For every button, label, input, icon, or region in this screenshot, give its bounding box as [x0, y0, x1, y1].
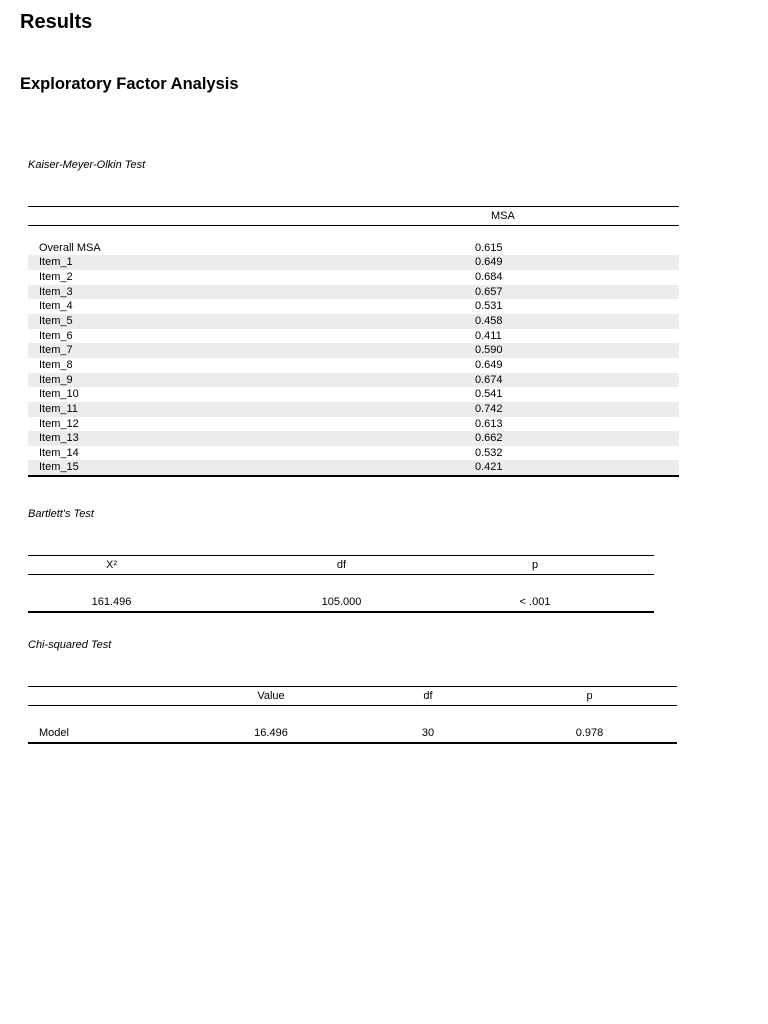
bartlett-header-df: df [237, 556, 446, 575]
kmo-item-name: Item_14 [39, 446, 79, 459]
kmo-item-msa: 0.684 [475, 270, 503, 283]
kmo-item-msa: 0.411 [475, 329, 502, 342]
kmo-item-msa: 0.590 [435, 343, 679, 358]
bartlett-caption: Bartlett's Test [28, 508, 94, 520]
chisq-df: 30 [354, 724, 502, 743]
chisq-header-p: p [502, 687, 677, 706]
kmo-table [28, 206, 679, 477]
table-row [28, 431, 679, 446]
kmo-item-msa: 0.613 [475, 417, 503, 430]
chisq-header-df: df [354, 687, 502, 706]
kmo-item-name: Item_5 [28, 314, 435, 329]
kmo-header-msa: MSA [435, 207, 679, 226]
table-row [28, 446, 679, 461]
kmo-item-name: Item_2 [39, 270, 73, 283]
chisq-p: 0.978 [502, 724, 677, 743]
kmo-item-name: Item_4 [39, 300, 73, 313]
bartlett-chi2-value: 161.496 [28, 593, 237, 612]
kmo-item-name: Item_6 [39, 329, 73, 342]
table-row [28, 460, 679, 476]
kmo-item-msa: 0.662 [435, 431, 679, 446]
kmo-header-name [28, 207, 435, 226]
table-row [28, 314, 679, 329]
chisq-table [28, 686, 677, 744]
table-row [28, 255, 679, 270]
kmo-item-name: Item_7 [28, 343, 435, 358]
bartlett-p-value: < .001 [446, 593, 654, 612]
table-row [28, 343, 679, 358]
table-row [28, 402, 679, 417]
bartlett-df-value: 105.000 [237, 593, 446, 612]
kmo-item-name: Item_11 [28, 402, 435, 417]
kmo-caption: Kaiser-Meyer-Olkin Test [28, 159, 146, 171]
table-row [28, 417, 679, 432]
table-row [28, 299, 679, 314]
kmo-item-msa: 0.615 [475, 241, 503, 254]
kmo-item-msa: 0.421 [435, 460, 679, 476]
kmo-item-msa: 0.657 [435, 285, 679, 300]
chisq-caption: Chi-squared Test [28, 639, 112, 651]
table-row [28, 373, 679, 388]
table-row [28, 270, 679, 285]
section-title: Exploratory Factor Analysis [20, 75, 239, 93]
kmo-item-msa: 0.458 [435, 314, 679, 329]
kmo-item-name: Item_9 [28, 373, 435, 388]
table-row [28, 387, 679, 402]
chisq-header-name [28, 687, 188, 706]
kmo-item-msa: 0.541 [475, 388, 503, 401]
kmo-item-name: Item_10 [39, 388, 79, 401]
table-row [28, 285, 679, 300]
kmo-item-name: Item_15 [28, 460, 435, 476]
kmo-item-msa: 0.532 [475, 446, 503, 459]
table-row [28, 358, 679, 373]
chisq-header-value: Value [188, 687, 354, 706]
kmo-item-msa: 0.531 [475, 300, 503, 313]
kmo-item-msa: 0.649 [435, 255, 679, 270]
kmo-item-name: Item_13 [28, 431, 435, 446]
kmo-item-name: Item_3 [28, 285, 435, 300]
chisq-value: 16.496 [188, 724, 354, 743]
page-title: Results [20, 11, 93, 33]
kmo-item-name: Overall MSA [39, 241, 101, 254]
table-row [28, 724, 677, 743]
kmo-item-msa: 0.742 [435, 402, 679, 417]
kmo-item-name: Item_8 [39, 358, 73, 371]
kmo-item-msa: 0.649 [475, 358, 503, 371]
chisq-model-name: Model [28, 724, 188, 743]
table-row [28, 329, 679, 344]
kmo-item-name: Item_1 [28, 255, 435, 270]
table-row [28, 593, 654, 612]
kmo-header-row [28, 207, 679, 226]
bartlett-header-row [28, 556, 654, 575]
bartlett-header-p: p [446, 556, 654, 575]
bartlett-header-chi2: X² [28, 556, 237, 575]
kmo-item-name: Item_12 [39, 417, 79, 430]
kmo-item-msa: 0.674 [435, 373, 679, 388]
table-row [28, 241, 679, 256]
chisq-header-row [28, 687, 677, 706]
bartlett-table [28, 555, 654, 613]
